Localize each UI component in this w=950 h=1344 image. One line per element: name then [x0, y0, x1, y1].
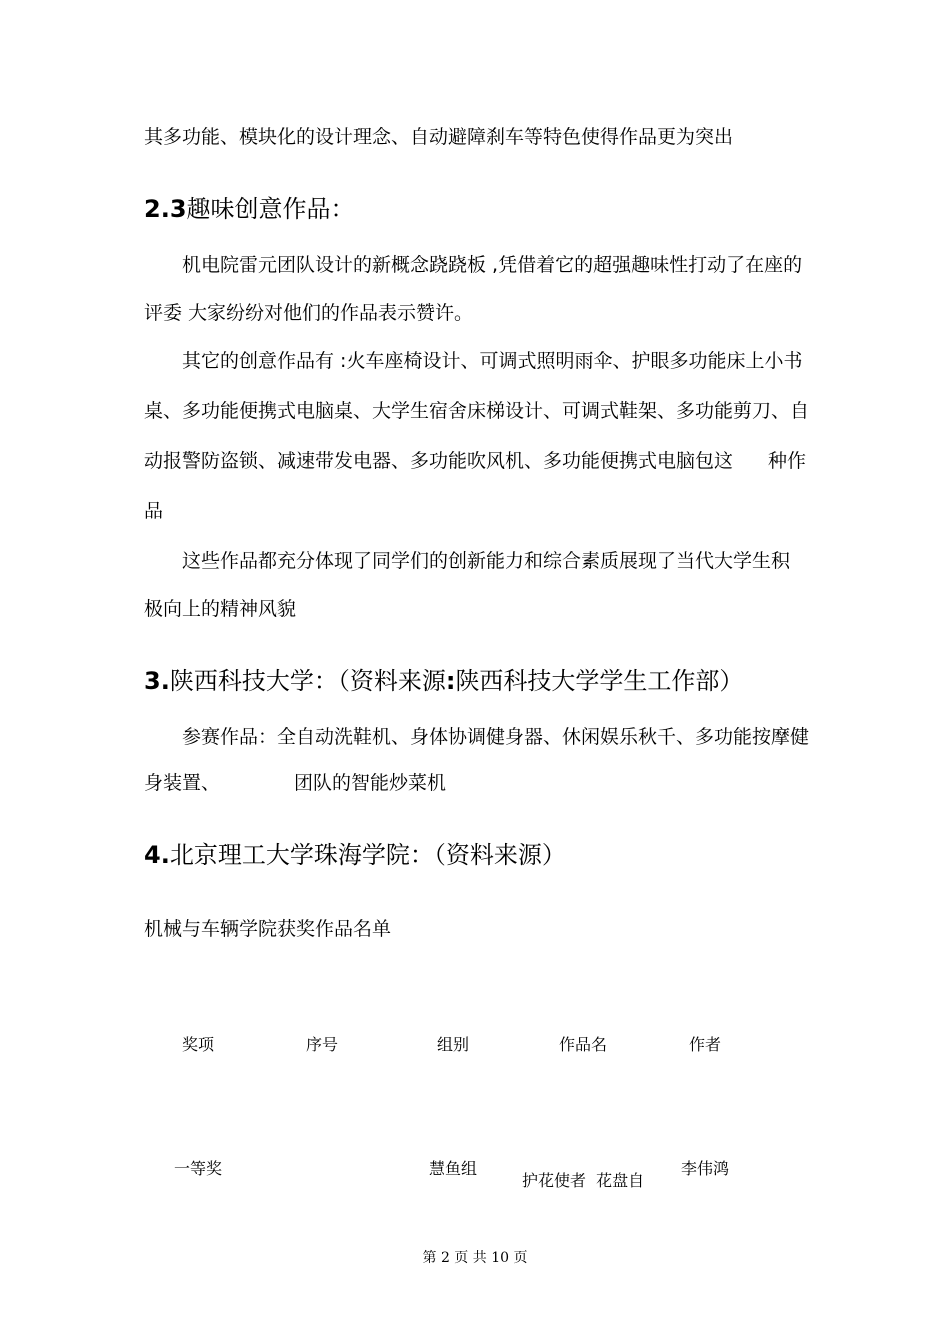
paragraph-line: 品 — [144, 500, 164, 522]
section-title: 北京理工大学珠海学院：（资料来源） — [169, 841, 566, 869]
section-heading-4 — [144, 840, 566, 870]
page-footer: 第 2 页 共 10 页 — [422, 1250, 528, 1266]
section-title-cont: 陕西科技大学学生工作部） — [455, 667, 744, 695]
section-number: 4. — [144, 841, 170, 869]
paragraph-line: 这些作品都充分体现了同学们的创新能力和综合素质展现了当代大学生积 — [182, 550, 791, 572]
section-heading-3 — [144, 666, 743, 696]
table-cell-author: 李伟鸿 — [681, 1159, 730, 1178]
table-header-number: 序号 — [306, 1035, 339, 1054]
section-heading-2-3 — [144, 194, 355, 224]
table-caption: 机械与车辆学院获奖作品名单 — [144, 918, 392, 940]
table-cell-work: 护花使者 花盘自 — [522, 1171, 645, 1190]
section-number: 3. — [144, 667, 170, 695]
paragraph-line: 种作 — [768, 450, 807, 472]
paragraph-line: 参赛作品：全自动洗鞋机、身体协调健身器、休闲娱乐秋千、多功能按摩健 — [182, 726, 810, 748]
table-header-work: 作品名 — [559, 1035, 608, 1054]
table-header-award: 奖项 — [182, 1035, 215, 1054]
paragraph-line: 动报警防盗锁、减速带发电器、多功能吹风机、多功能便携式电脑包这 — [144, 450, 734, 472]
paragraph-line: 其多功能、模块化的设计理念、自动避障刹车等特色使得作品更为突出 — [144, 126, 734, 148]
paragraph-line: 桌、多功能便携式电脑桌、大学生宿舍床梯设计、可调式鞋架、多功能剪刀、自 — [144, 400, 810, 422]
paragraph-line: 身装置、 — [144, 772, 221, 794]
table-header-author: 作者 — [689, 1035, 722, 1054]
paragraph-line: 其它的创意作品有 :火车座椅设计、可调式照明雨伞、护眼多功能床上小书 — [182, 350, 803, 372]
section-colon: : — [445, 667, 456, 695]
section-title: 趣味创意作品： — [186, 195, 355, 223]
paragraph-line: 极向上的精神风貌 — [144, 598, 297, 620]
table-cell-award: 一等奖 — [174, 1159, 223, 1178]
paragraph-line: 机电院雷元团队设计的新概念跷跷板 ,凭借着它的超强趣味性打动了在座的 — [182, 254, 803, 276]
section-title: 陕西科技大学：（资料来源 — [169, 667, 446, 695]
table-header-group: 组别 — [437, 1035, 470, 1054]
paragraph-line: 评委 大家纷纷对他们的作品表示赞许。 — [144, 302, 474, 324]
section-number: 2.3 — [144, 195, 187, 223]
table-cell-group: 慧鱼组 — [429, 1159, 478, 1178]
paragraph-line: 团队的智能炒菜机 — [294, 772, 447, 794]
